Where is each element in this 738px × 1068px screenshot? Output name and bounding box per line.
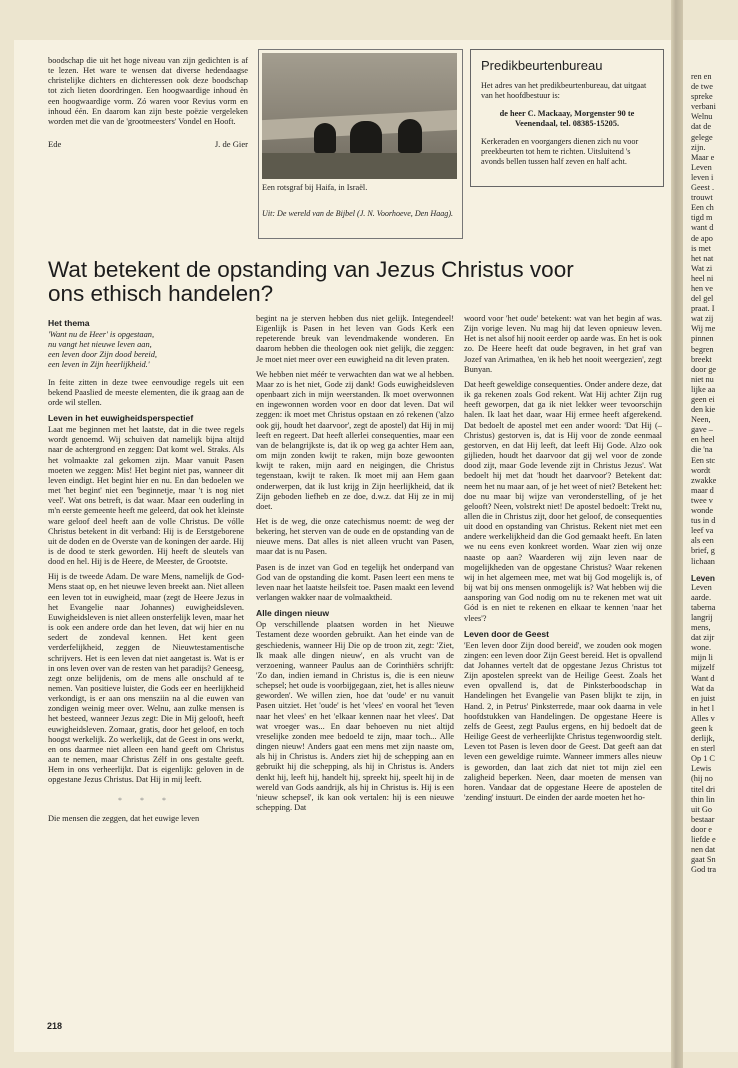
right-page-line: wordt (691, 465, 711, 475)
right-page-line: bestaar (691, 814, 715, 824)
right-page-line: Alles v (691, 713, 715, 723)
right-page-line: lijke aa (691, 384, 716, 394)
right-page-line: breekt (691, 354, 712, 364)
right-page-line: (hij no (691, 774, 713, 784)
right-page-line: del gel (691, 294, 714, 304)
right-page-line: nen dat (691, 845, 716, 855)
right-page-line: Op 1 C (691, 754, 715, 764)
right-page-line: heel ni (691, 273, 714, 283)
paragraph: Hij is de tweede Adam. De ware Mens, namelijk de God-Mens staat op, en het nieuwe leven breekt aan. Niet alleen een leven tot in euwigheid, maar (zegt de Heere Jezus in het Evangelie naar Johannes) euwigheidsleven. Euwigheidsleven is niet alleen onsterfelijk leven, maar het is ook een andere orde dan het leven, dat wij hier en nu sedert de zondeval kennen. Het kent geen verderfelijkheid, zeggen de Nieuwtestamentische schrijvers. Het is een leven dat niet aangetast is. Wat is er in ons leven over van de resten van het paradijs? Geneesg, zegt onze belijdenis, om de mens alle onschuld af te nemen. Van positieve luister, die Gods eer en heerlijkheid verkondigt, is er aan ons mensziin na al die euwen van zondigen weinig meer over. Welnu, aan zulke mensen is het besteed, wanneer Jezus zegt: Die in Mij gelooft, heeft euwigheidsleven. Zomaar, gratis, door het geloof, en toch hoogst werkelijk. Zo werkelijk, dat de Geest in ons werkt, en ons daarmee niet alleen een hand geeft om Christus aan te nemen, maar Christus Zélf in ons gestalte geeft. Hem in ons verheerlijkt. Dat is eigenlijk: geloven in de opgestane Jezus Christus. Dat Hij in mij leeft. (48, 572, 244, 785)
right-page-heading: Leven (691, 572, 715, 583)
right-page-lines-top (683, 72, 738, 567)
right-page-line: Wij me (691, 324, 716, 334)
right-page-line: hen ve (691, 283, 713, 293)
right-page-line: twee v (691, 495, 713, 505)
right-page-line: derlijk, (691, 734, 715, 744)
right-page-line: liefde e (691, 835, 716, 845)
right-page-line: dat zijr (691, 633, 715, 643)
signature-line (48, 139, 248, 149)
right-page-line: het nat (691, 253, 714, 263)
right-page-line: de twe (691, 82, 713, 92)
predikbeurten-box (470, 49, 664, 187)
right-page-line: tus in d (691, 516, 716, 526)
right-page-line: zijn. (691, 142, 706, 152)
paragraph: Dat heeft geweldige consequenties. Onder andere deze, dat ik ga rekenen zoals God rekent. Wat Hij achter Zijn rug heeft geworpen, dat ga ik niet lekker weer tevoorschijn halen. Ik laat het daar, waar Hij ermee heeft afgerekend. Dat bedoelt de apostel met een ander woord: 'Dat Hij (– Christus) gestorven is, dat is Hij voor de zonde eenmaal gestorven, en dat Hij leeft, dat leeft Hij Gode. Alzo ook gijlieden, houdt het daarvoor dat gij wel voor de zonde dood zijt, maar Gode levende zijt in Christus Jezus'. Wat bedoelt hij met dat 'houdt het daarvoor'? Betekent dat: neem het nu maar aan, of je het weet of niet? Betekent het: doe nu maar bij wijze van veronderstelling, of je het gelooft? Neen, volstrekt niet! De apostel bedoelt: Trekt nu, allen die in Christus zijt, door het geloof, de consequenties uit dood en opstanding van Christus. Rekent niet met een andere werkelijkheid dan die God gemaakt heeft. En laten we nu eens even konkreet worden. Waar zien wij onze naaste op aan? Waarderen wij zijn leven naar de mogelijkheden van de opgestane Christus? Waar rekenen wij in het algemeen mee, met wat bij God mogelijk is, of bij wat bij ons mensen onmogelijk is? Wat hebben wij die aansporing van God nodig om nu te rekenen met wat uit Gód is en niet te rekenen en elkaar te kennen 'naar het vlees'? (464, 379, 662, 623)
right-page-line: uit Go (691, 804, 712, 814)
paragraph: Die mensen die zeggen, dat het euwige leven (48, 813, 200, 823)
right-page-line: gelege (691, 132, 713, 142)
right-page-line: Geest . (691, 183, 715, 193)
top-left-text: boodschap die uit het hoge niveau van zijn gedichten is af te lezen. Het ware te wensen dat diverse hedendaagse christelijke dichters en dichteressen ook deze boodschap tot zich lieten doordringen. Een hoogwaardige inhoud èn een hoogwaardige vorm. Zó waren voor Revius vorm en inhoud één. En daarom kan zijn beste poëzie vergeleken worden met die van de 'grootmeesters' Vondel en Hooft. (48, 56, 248, 126)
top-left-column (48, 56, 248, 149)
right-page-line: mijzelf (691, 663, 715, 673)
paragraph: begint na je sterven hebben dus niet gelijk. Integendeel! Eigenlijk is Pasen in het leven van Gods Kerk een repeterende breuk van levendmakende wonderen. En daarom hebben die theologen ook niet gelijk, die zeggen: Je moet niet meer over een euwigheid na dit leven praten. (256, 314, 454, 364)
article-column-2 (256, 314, 454, 818)
article-column-3 (464, 314, 662, 808)
right-page-line: langrij (691, 612, 713, 622)
right-page-line: maar d (691, 485, 714, 495)
right-page-line: gave – (691, 425, 713, 435)
right-page-line: wonde (691, 506, 714, 516)
right-page-line: titel dri (691, 784, 716, 794)
right-page-line: brief, g (691, 546, 715, 556)
paragraph: Het is de weg, die onze catechismus noemt: de weg der bekering, het sterven van de oude en de opstanding van de nieuwe mens. Dat alles is niet alleen vrucht van Pasen, maar dat is nu Pasen. (256, 516, 454, 557)
right-page-line: gaat Sn (691, 855, 716, 865)
right-page-line: Want d (691, 673, 715, 683)
right-page-line: want d (691, 223, 714, 233)
right-page-line: Een ch (691, 203, 714, 213)
tomb-opening (350, 121, 382, 155)
heading-geest: Leven door de Geest (464, 628, 550, 639)
photo-caption: Een rotsgraf bij Haifa, in Israël. (262, 183, 368, 192)
box-title: Predikbeurtenbureau (481, 58, 603, 73)
section-divider: * * * (118, 795, 174, 805)
right-page-lines-bottom (683, 583, 738, 876)
right-page-edge (683, 40, 738, 1052)
right-page-line: aarde. (691, 592, 712, 602)
right-page-line: tigd m (691, 213, 713, 223)
right-page-line: Wat da (691, 683, 715, 693)
right-page-line: als een (691, 536, 714, 546)
right-page-line: thin lin (691, 794, 715, 804)
right-page-line: Een stc (691, 455, 716, 465)
right-page-line: wat zij (691, 314, 714, 324)
right-page-line: begren (691, 344, 714, 354)
box-intro: Het adres van het predikbeurtenbureau, dat uitgaat van het hoofdbestuur is: (481, 81, 647, 100)
right-page-line: trouwt (691, 193, 713, 203)
tomb-opening (314, 123, 336, 153)
right-page-line: en juist (691, 693, 716, 703)
signature-author: J. de Gier (214, 139, 248, 150)
right-page-line: geen k (691, 724, 713, 733)
right-page-line: verbani (691, 102, 716, 112)
right-page-line: niet nu (691, 374, 714, 384)
right-page-line: zwakke (691, 475, 717, 485)
right-page-line: Lewis (691, 764, 712, 774)
right-page-line: Wat zi (691, 263, 713, 273)
box-note: Kerkeraden en voorgangers dienen zich nu voor preekbeurten tot hem te richten. Uitsluitend 's avonds bellen tussen half zeven en half acht. (481, 137, 639, 167)
right-page-line: spreke (691, 92, 713, 102)
right-page-line: den kie (691, 405, 716, 415)
right-page-line: dat de (691, 122, 712, 132)
right-page-line: praat. I (691, 304, 715, 314)
right-page-line: en sterl (691, 744, 716, 754)
paragraph: woord voor 'het oude' betekent: wat van het begin af was. Zijn vorige leven. Nu mag hij dat leven opnieuw leven. Het is net alsof hij nooit eerder op aarde was. En het is ook zo. De Heere heeft dat oude begraven, in het graf van Jozef van Arimathea, 'en ik heb het nooit weergezien', zegt Bunyan. (464, 314, 662, 374)
paragraph: Laat me beginnen met het laatste, dat in die twee regels wordt genoemd. Wij schuiven dat namelijk bijna altijd naar de achtergrond en zeggen: Dat komt wel. Straks. Als het volmaakte zal gekomen zijn. Maar vanuit Pasen moeten we zeggen: Mis! Het begint niet pas, wanneer dit leven eindigt. Het begint hier en nu. En dan bedoelen we met 'het begint' niet een 'beginnetje, maar 't is nog niet veel'. Wat ons betreft, is dat waar. Maar een ouderling in m'n eerste gemeente heeft me geleerd, dat ook het kleinste ware geloof deel heeft aan de volle Christus. De vólle Christus betekent in dit verband: Hij is de Eerstgeborene uit de doden en de Overste van de koningen der aarde. Hij is de dood te sterk geworden. Hij heeft de sleutels van dood en hel. Hij is de Heere, de Meester, de Grootste. (48, 425, 244, 567)
page-gutter (671, 0, 683, 1068)
box-address: de heer C. Mackaay, Morgenster 90 te Veenendaal, tel. 08385-15205. (499, 109, 635, 129)
right-page-line: leven i (691, 172, 714, 182)
hymn-quote: 'Want nu de Heer' is opgestaan, nu vangt het nieuwe leven aan, een leven door Zijn dood bereid, een leven in Zijn heerlijkheid.' (48, 330, 158, 370)
right-page-line: door e (691, 824, 712, 834)
right-page-line: Welnu (691, 112, 713, 122)
paragraph: 'Een leven door Zijn dood bereid', we zouden ook mogen zingen: een leven door Zijn Geest bereid. Het is opvallend dat Johannes vertelt dat de opgestane Jezus Christus tot Zijn apostelen spreekt van de Heilige Geest. Zoals het even opvallend is, dat de Pinksterboodschap in Handelingen het Evangelie van Pasen blijkt te zijn, in Hand. 2, in Petrus' Pinksterrede, maar ook daarna in vele hoofdstukken van Handelingen. De opgestane Heere is zelfs de Geest, zegt Paulus ergens, en hij bedoelt dat de Heilige Geest de verheerlijkte Christus tegenwoordig stelt. Leven tot Pasen is leven door de Geest. Dat geeft aan dat leven een geweldige ruimte. Wanneer immers alles nieuw is geworden, dan laat zich dat niet tot mijn ziel een zaligheid beperken. Neen, daar moeten de mensen van horen. Vandaar dat de opgestane Heere de apostelen de 'zending' instuurt. De einden der aarde moeten het ho- (464, 640, 662, 803)
right-page-line: is met (691, 243, 712, 253)
right-page-line: die 'na (691, 445, 713, 455)
right-page-line: lichaan (691, 556, 715, 566)
tomb-opening (398, 119, 422, 153)
article-column-1 (48, 314, 244, 829)
right-page-line: Leven (691, 582, 712, 592)
rock-tomb-photo (262, 53, 457, 179)
paragraph: We hebben niet méér te verwachten dan wat we al hebben. Maar zo is het niet, Gode zij dank! Gods euwigheidsleven openbaart zich in mijn weerstanden. Ik moet overwonnen en ingewonnen worden voor en door dat leven. Dat wil zeggen: ik moet met Christus opstaan en zó rekenen ('alzo ook gij, houdt het daarvoor', zegt de apostel) dat Hij in mij leeft en regeert. Dat heeft allerlei consequenties, maar een van de belangrijkste is, dat ik op weg ga achter Hem aan, om mijn zonden kwijt te raken, mijn boze gewoonten kwijt te raken, mijn aard en neigingen, die Christus tegenstaan, kwijt te raken. Ik moet mij aan Hem gaan onderwerpen, dat ik lust krijg in Zijn heerlijkheid, dat ik Zijn geboden liefheb en ze doe, d.w.z. dat Hij ze in mij doet. (256, 369, 454, 511)
right-page-line: wone. (691, 643, 712, 653)
heading-theme: Het thema (48, 318, 90, 328)
paragraph: In feite zitten in deze twee eenvoudige regels uit een bekend Paaslied de meeste elementen, die ik graag aan de orde wil stellen. (48, 377, 244, 407)
right-page-line: pinnen (691, 334, 714, 344)
right-page-line: door ge (691, 364, 717, 374)
right-page-line: en heel (691, 435, 715, 445)
heading-leven: Leven in het euwigheidsperspectief (48, 413, 194, 424)
right-page-line: leef va (691, 526, 714, 536)
paragraph: Op verschillende plaatsen worden in het Nieuwe Testament deze woorden gebruikt. Aan het einde van de geschiedenis, wanneer Hij Die op de troon zit, zegt: 'Ziet, Ik maak alle dingen nieuw', en als vrucht van de verzoening, wanneer Paulus aan de Corinthiërs schrijft: 'Zo dan, indien iemand in Christus is, die is een nieuw schepsel; het oude is voorbijgegaan, ziet, het is alles nieuw geworden'. We willen zien, hoe dat 'oude' er nu vanuit Pasen uitziet. Het 'oude' is het 'vlees' en vooral het 'leven naar het vlees' en het 'elkaar kennen naar het vlees'. Dat wat vroeger was... En daar behoeven nu niet altijd vreselijke zonden mee bedoeld te zijn, maar toch... Alle dingen nieuw! Anders gaat een mens met zijn naaste om, als hij in Christus is. Anders ziet hij de schepping aan en gebruikt hij die schepping, als hij in Christus is. Anders denkt hij, leeft hij, handelt hij, spreekt hij, speelt hij in de wereld van Gods aandrijk, als hij in Christus is. Hij is een 'nieuw schepsel', ik kan ook vertalen: hij is een nieuwe schepping. Dat (256, 620, 454, 813)
photo-credit: Uit: De wereld van de Bijbel (J. N. Voorhoeve, Den Haag). (262, 209, 454, 218)
right-page-line: Neen, (691, 415, 711, 425)
article-title: Wat betekent de opstanding van Jezus Christus voor ons ethisch handelen? (48, 257, 574, 306)
right-page-line: God tra (691, 865, 717, 875)
right-page-line: Maar e (691, 152, 715, 162)
page-number: 218 (47, 1021, 63, 1031)
heading-alle-dingen: Alle dingen nieuw (256, 608, 330, 619)
right-page-line: taberna (691, 602, 716, 612)
right-page-line: in het l (691, 703, 715, 713)
right-page-line: mens, (691, 623, 711, 633)
right-page-line: de apo (691, 233, 713, 243)
right-page-line: geen ei (691, 395, 715, 404)
paragraph: Pasen is de inzet van God en tegelijk het onderpand van God van de opstanding die komt. Pasen leert een mens te leven naar het laatste heilsfeit toe. Pasen maakt een levend verlangen wakker naar de volmaaktheid. (256, 562, 454, 603)
right-page-line: Leven (691, 162, 712, 172)
signature-place: Ede (48, 139, 62, 150)
right-page-line: mijn li (691, 653, 713, 663)
right-page-line: ren en (691, 72, 712, 81)
